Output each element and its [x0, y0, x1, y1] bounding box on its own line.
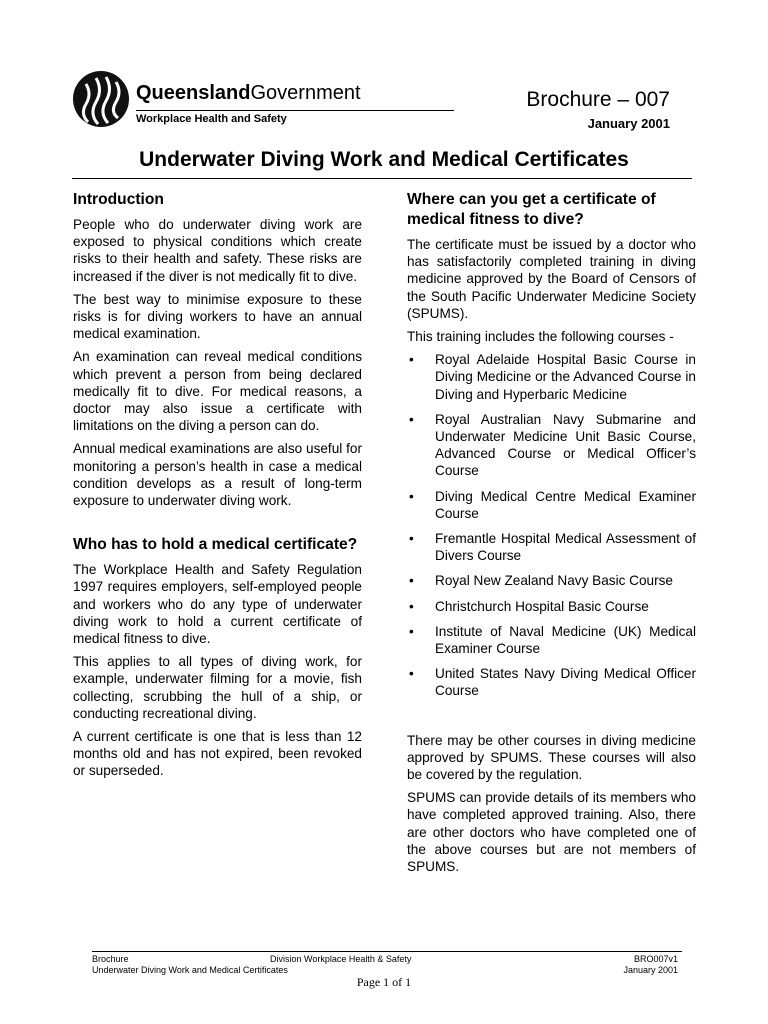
page-title: Underwater Diving Work and Medical Certificates	[139, 148, 629, 171]
bullet-icon: •	[409, 488, 414, 504]
list-item	[407, 572, 696, 589]
bullet-icon: •	[409, 352, 414, 368]
who-heading: Who has to hold a medical certificate?	[73, 536, 358, 554]
left-column	[73, 190, 362, 786]
who-paragraph: This applies to all types of diving work, for example, underwater filming for a movie, fish collecting, scrubbing the hull of a ship, or conducting recreational diving.	[73, 654, 362, 721]
logo-name-bold: Queensland	[136, 82, 251, 104]
course-name: Royal Adelaide Hospital Basic Course in Diving Medicine or the Advanced Course in Diving and Hyperbaric Medicine	[435, 352, 696, 402]
footer-division: Division Workplace Health & Safety	[270, 954, 412, 964]
where-paragraph: The certificate must be issued by a doctor who has satisfactorily completed training in diving medicine approved by the Board of Censors of the South Pacific Underwater Medicine Society (SPUMS).	[407, 237, 696, 321]
list-item	[407, 530, 696, 564]
brochure-date: January 2001	[587, 116, 670, 131]
bullet-icon: •	[409, 573, 414, 589]
footer-doc-title: Underwater Diving Work and Medical Certificates	[92, 965, 288, 975]
list-item	[407, 488, 696, 522]
logo-name	[136, 82, 361, 105]
course-name: Royal Australian Navy Submarine and Underwater Medicine Unit Basic Course, Advanced Course or Medical Officer’s Course	[435, 411, 696, 479]
list-item	[407, 411, 696, 480]
bullet-icon: •	[409, 666, 414, 682]
course-name: Institute of Naval Medicine (UK) Medical Examiner Course	[435, 623, 696, 657]
logo-name-regular: Government	[250, 82, 361, 104]
intro-paragraph: The best way to minimise exposure to these risks is for diving workers to have an annual medical examination.	[73, 291, 362, 342]
course-name: Diving Medical Centre Medical Examiner Course	[435, 488, 696, 521]
footer-doc-type: Brochure	[92, 954, 129, 964]
course-name: Fremantle Hospital Medical Assessment of Divers Course	[435, 531, 696, 564]
title-divider	[72, 178, 692, 179]
list-item	[407, 623, 696, 657]
footer-right	[623, 954, 678, 976]
course-list	[407, 351, 696, 699]
who-paragraph: The Workplace Health and Safety Regulation 1997 requires employers, self-employed people and workers who do any type of underwater diving work to hold a current certificate of medical fitness to dive.	[73, 562, 362, 647]
where-heading: Where can you get a certificate of medical fitness to dive?	[407, 191, 656, 228]
course-name: Christchurch Hospital Basic Course	[435, 598, 649, 614]
logo-subtitle: Workplace Health and Safety	[136, 113, 287, 125]
page-number: Page 1 of 1	[356, 975, 412, 989]
footer-left	[92, 954, 288, 976]
bullet-icon: •	[409, 598, 414, 614]
footer-doc-date: January 2001	[623, 965, 678, 975]
logo-divider	[136, 110, 454, 111]
intro-paragraph: An examination can reveal medical conditions which prevent a person from being declared medically fit to dive. For medical reasons, a doctor may also issue a certificate with limitations on the diving a person can do.	[73, 349, 362, 434]
bullet-icon: •	[409, 411, 414, 427]
queensland-government-logo	[72, 70, 392, 130]
logo-emblem-icon	[72, 70, 130, 128]
course-name: United States Navy Diving Medical Officer Course	[435, 666, 696, 699]
intro-paragraph: Annual medical examinations are also useful for monitoring a person’s health in case a medical condition develops as a result of long-term exposure to underwater diving work.	[73, 441, 362, 509]
introduction-heading: Introduction	[73, 191, 164, 208]
bullet-icon: •	[409, 623, 414, 639]
brochure-number: Brochure – 007	[526, 88, 670, 111]
who-paragraph: A current certificate is one that is less than 12 months old and has not expired, been revoked or superseded.	[73, 729, 362, 779]
list-item	[407, 351, 696, 403]
intro-paragraph: People who do underwater diving work are exposed to physical conditions which create risks to their health and safety. These risks are increased if the diver is not medically fit to dive.	[73, 217, 362, 284]
footer-doc-code: BRO007v1	[633, 954, 678, 964]
list-item	[407, 665, 696, 699]
closing-paragraph: There may be other courses in diving medicine approved by SPUMS. These courses will also be covered by the regulation.	[407, 732, 696, 783]
footer-divider	[92, 951, 682, 952]
where-paragraph: This training includes the following courses -	[407, 329, 674, 345]
closing-paragraph: SPUMS can provide details of its members who have completed approved training. Also, there are other doctors who have completed one of the above courses but are not members of SPUMS.	[407, 790, 696, 875]
bullet-icon: •	[409, 531, 414, 547]
course-name: Royal New Zealand Navy Basic Course	[435, 573, 673, 589]
list-item	[407, 598, 696, 615]
right-column	[407, 190, 696, 881]
